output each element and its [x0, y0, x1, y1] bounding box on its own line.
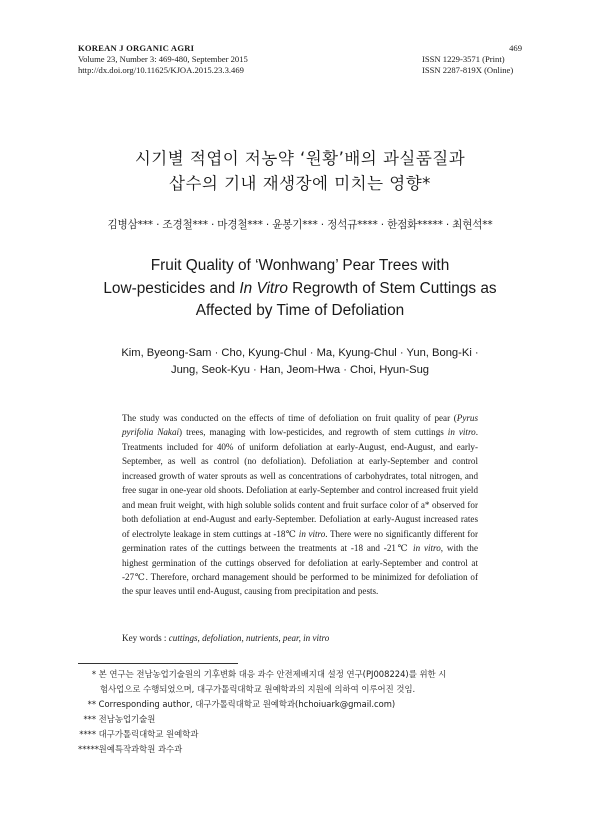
footnote-mark: ****: [79, 729, 96, 739]
page-number: 469: [509, 43, 522, 53]
footnote-affiliation-3: [78, 742, 524, 757]
english-title-line-3: Affected by Time of Defoliation: [195, 302, 405, 319]
footnote-divider: [78, 663, 238, 664]
keywords-terms: cuttings, defoliation, nutrients, pear, in vitro: [168, 633, 330, 643]
footnote-mark: *****: [78, 744, 99, 754]
issn-print: ISSN 1229-3571 (Print): [422, 54, 505, 65]
english-authors-line-2: Jung, Seok-Kyu · Han, Jeom-Hwa · Choi, Hyun-Sug: [170, 364, 430, 376]
in-vitro-term: in vitro: [413, 543, 441, 554]
footnote-mark: ***: [83, 714, 96, 724]
english-title-text: Low-pesticides and: [103, 279, 240, 297]
english-title-line-2: [0, 278, 600, 301]
footnote-text: Corresponding author, 대구가톨릭대학교 원예학과(hchoiuark@gmail.com): [98, 699, 396, 709]
footnote-text: 험사업으로 수행되었으며, 대구가톨릭대학교 원예학과의 지원에 의하여 이루어진 것임.: [100, 684, 416, 694]
abstract-text: [122, 411, 478, 599]
journal-header: [78, 43, 522, 77]
abstract-segment: , with the highest germination of the cuttings observed for defoliation at early-September and control at -27℃. Therefore, orchard management should be performed to be minimized for defoliation of the spur leaves until end-August, causing from precipitation and pests.: [122, 543, 479, 597]
species-name: Pyrus pyrifolia Nakai: [122, 413, 478, 438]
korean-authors: 김병삼*** · 조경철*** · 마경철*** · 윤봉기*** · 정석규**** · 한점화***** · 최현석**: [107, 219, 493, 231]
volume-info: Volume 23, Number 3: 469-480, September 2015: [78, 54, 248, 65]
issn-online: ISSN 2287-819X (Online): [422, 65, 514, 76]
abstract-segment: . Treatments included for 40% of uniform defoliation at early-August, end-August, and early-September, as well as control (no defoliation). Defoliation at early-September and control increased growth of water sprouts as well as concentrations of carbohydrates, total nitrogen, and free sugar in one-year old shoots. Defoliation at early-September and control increased fruit yield and mean fruit weight, with high soluble solids content and fruit surface color of a* observed for both defoliation at end-August and early-September. Defoliation at early-August increased rates of electrolyte leakage in stem cuttings at -18℃: [122, 427, 478, 539]
footnote-mark: **: [87, 699, 96, 709]
korean-title-line-1: 시기별 적엽이 저농약 ‘원황’배의 과실품질과: [134, 149, 466, 168]
english-title-italic: In Vitro: [239, 279, 288, 297]
footnote-text: 대구가톨릭대학교 원예학과: [98, 729, 199, 739]
abstract-segment: The study was conducted on the effects of time of defoliation on fruit quality of pear (: [122, 413, 457, 423]
abstract-segment: ) trees, managing with low-pesticides, and regrowth of stem cuttings: [179, 427, 448, 438]
footnote-mark: *: [91, 669, 96, 679]
footnote-affiliation-1: [78, 712, 524, 727]
korean-title: [0, 146, 600, 196]
footnote-text: 원예특작과학원 과수과: [98, 744, 183, 754]
english-authors: [0, 345, 600, 379]
english-title: [0, 255, 600, 323]
english-title-line-1: Fruit Quality of ‘Wonhwang’ Pear Trees with: [150, 257, 450, 274]
footnote-text: 본 연구는 전남농업기술원의 기후변화 대응 과수 안전제배지대 설정 연구(PJ008224)를 위한 시: [98, 669, 447, 679]
english-authors-line-1: Kim, Byeong-Sam · Cho, Kyung-Chul · Ma, Kyung-Chul · Yun, Bong-Ki ·: [121, 347, 479, 359]
footnote-funding-cont: [100, 682, 546, 697]
in-vitro-term: in vitro: [298, 528, 326, 539]
keywords: [122, 633, 478, 643]
korean-title-line-2: 삽수의 기내 재생장에 미치는 영향*: [169, 174, 431, 193]
in-vitro-term: in vitro: [447, 427, 476, 438]
footnote-text: 전남농업기술원: [98, 714, 156, 724]
english-title-text: Regrowth of Stem Cuttings as: [287, 279, 497, 297]
abstract-segment: . There were no significantly different for germination rates of the cuttings between the treatments at -18 and -21℃: [122, 528, 478, 554]
footnote-affiliation-2: [78, 727, 524, 742]
doi-link[interactable]: http://dx.doi.org/10.11625/KJOA.2015.23.3.469: [78, 65, 244, 76]
abstract: [122, 411, 478, 599]
journal-name: KOREAN J ORGANIC AGRI: [78, 43, 195, 53]
keywords-label: Key words :: [122, 633, 169, 643]
footnote-funding: [78, 667, 524, 682]
footnote-corresponding: [78, 697, 524, 712]
